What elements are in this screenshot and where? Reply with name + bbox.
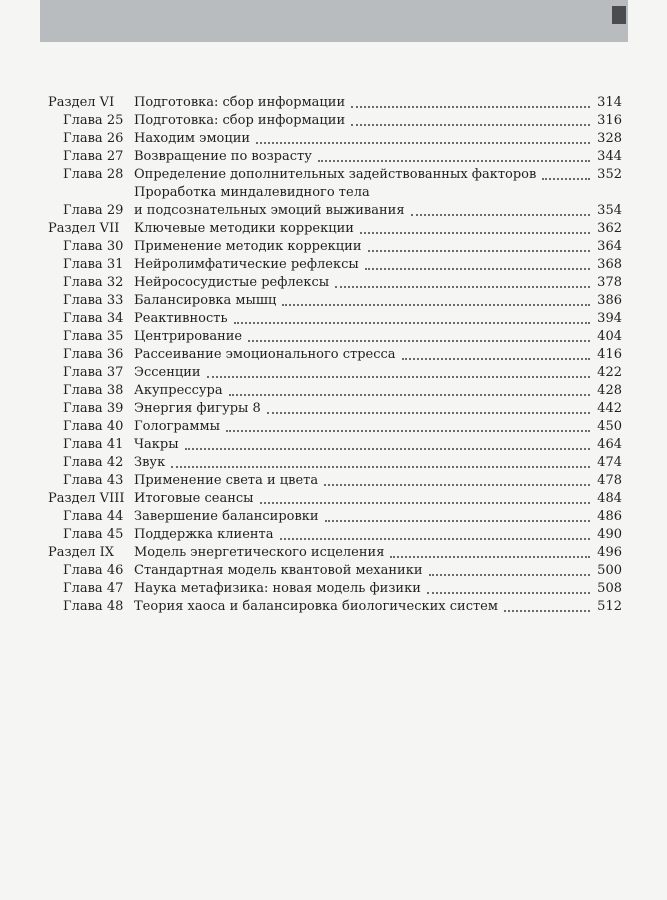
page-number: 500 (597, 563, 622, 578)
toc-section-row (48, 94, 622, 112)
toc-chapter-row (48, 238, 622, 256)
entry-title: Звук (134, 455, 166, 470)
page-number: 314 (597, 95, 622, 110)
entry-title-wrap (134, 472, 622, 490)
entry-title-wrap (134, 562, 622, 580)
dot-leader (248, 340, 590, 342)
dot-leader (256, 142, 590, 144)
dot-leader (427, 592, 590, 594)
page-number: 362 (597, 221, 622, 236)
dot-leader (171, 466, 590, 468)
chapter-number: Глава 43 (63, 473, 124, 488)
entry-title: Применение света и цвета (134, 473, 319, 488)
entry-title: Реактивность (134, 311, 228, 326)
chapter-number: Глава 29 (63, 203, 124, 218)
toc-section-row (48, 544, 622, 562)
page-number: 352 (597, 167, 622, 182)
page-number: 416 (597, 347, 622, 362)
section-number: Раздел IX (48, 545, 115, 560)
dot-leader (267, 412, 590, 414)
toc-chapter-row (48, 166, 622, 184)
entry-title: Акупрессура (134, 383, 223, 398)
entry-title-continued: и подсознательных эмоций выживания (134, 203, 405, 218)
chapter-number: Глава 42 (63, 455, 124, 470)
page-number: 386 (597, 293, 622, 308)
entry-title: Итоговые сеансы (134, 491, 254, 506)
dot-leader (318, 160, 590, 162)
entry-title: Нейрососудистые рефлексы (134, 275, 330, 290)
entry-title-wrap (134, 292, 622, 310)
dot-leader (360, 232, 590, 234)
dot-leader (368, 250, 591, 252)
page-number: 508 (597, 581, 622, 596)
toc-chapter-row (48, 292, 622, 310)
dot-leader (280, 538, 590, 540)
page-number: 368 (597, 257, 622, 272)
entry-title: Модель энергетического исцеления (134, 545, 385, 560)
page-number: 394 (597, 311, 622, 326)
page-number: 328 (597, 131, 622, 146)
entry-title-wrap (134, 148, 622, 166)
entry-title-wrap (134, 112, 622, 130)
page-number: 484 (597, 491, 622, 506)
page-number: 344 (597, 149, 622, 164)
entry-title: Находим эмоции (134, 131, 251, 146)
chapter-number: Глава 37 (63, 365, 124, 380)
chapter-number: Глава 30 (63, 239, 124, 254)
entry-title: Ключевые методики коррекции (134, 221, 354, 236)
entry-title: Нейролимфатические рефлексы (134, 257, 359, 272)
dot-leader (234, 322, 590, 324)
toc-chapter-row (48, 382, 622, 400)
chapter-number: Глава 34 (63, 311, 124, 326)
chapter-number: Глава 32 (63, 275, 124, 290)
toc-chapter-row (48, 346, 622, 364)
dot-leader (411, 214, 590, 216)
entry-title-wrap (134, 580, 622, 598)
entry-title-wrap (134, 490, 622, 508)
toc-chapter-row (48, 418, 622, 436)
entry-title-wrap (134, 166, 622, 184)
page-number: 354 (597, 203, 622, 218)
dot-leader (260, 502, 590, 504)
toc-chapter-row (48, 364, 622, 382)
toc-chapter-row (48, 454, 622, 472)
chapter-number: Глава 40 (63, 419, 124, 434)
page-number: 496 (597, 545, 622, 560)
toc-chapter-row (48, 256, 622, 274)
dot-leader (324, 484, 590, 486)
entry-title: Определение дополнительных задействованных факторов (134, 167, 537, 182)
table-of-contents (48, 94, 622, 616)
entry-title: Возвращение по возрасту (134, 149, 312, 164)
entry-title: Чакры (134, 437, 179, 452)
toc-chapter-row (48, 436, 622, 454)
entry-title-wrap (134, 598, 622, 616)
page-number: 450 (597, 419, 622, 434)
entry-title-wrap (134, 454, 622, 472)
toc-chapter-row (48, 472, 622, 490)
entry-title-wrap (134, 544, 622, 562)
chapter-number: Глава 46 (63, 563, 124, 578)
entry-title-wrap (134, 310, 622, 328)
header-band (40, 0, 628, 42)
entry-title: Голограммы (134, 419, 220, 434)
page-number: 474 (597, 455, 622, 470)
chapter-number: Глава 47 (63, 581, 124, 596)
dot-leader (207, 376, 590, 378)
toc-chapter-row (48, 310, 622, 328)
chapter-number: Глава 48 (63, 599, 124, 614)
entry-title-wrap (134, 508, 622, 526)
section-number: Раздел VIII (48, 491, 125, 506)
section-number: Раздел VII (48, 221, 120, 236)
toc-chapter-row (48, 562, 622, 580)
entry-title: Проработка миндалевидного тела (134, 185, 370, 200)
dot-leader (185, 448, 590, 450)
entry-title: Эссенции (134, 365, 201, 380)
entry-title-wrap (134, 238, 622, 256)
dot-leader (429, 574, 590, 576)
dot-leader (351, 124, 590, 126)
toc-chapter-row (48, 148, 622, 166)
entry-title: Теория хаоса и балансировка биологических систем (134, 599, 498, 614)
dot-leader (282, 304, 590, 306)
chapter-number: Глава 26 (63, 131, 124, 146)
chapter-number: Глава 45 (63, 527, 124, 542)
page-number: 464 (597, 437, 622, 452)
page-number: 316 (597, 113, 622, 128)
toc-chapter-row (48, 598, 622, 616)
corner-mark (612, 6, 626, 24)
toc-chapter-row (48, 130, 622, 148)
entry-title-wrap (134, 256, 622, 274)
entry-title: Стандартная модель квантовой механики (134, 563, 423, 578)
chapter-number: Глава 31 (63, 257, 124, 272)
entry-title-wrap (134, 184, 622, 220)
chapter-number: Глава 38 (63, 383, 124, 398)
entry-title-block (134, 184, 405, 220)
entry-title-wrap (134, 220, 622, 238)
entry-title-wrap (134, 328, 622, 346)
dot-leader (542, 178, 590, 180)
section-number: Раздел VI (48, 95, 115, 110)
page-number: 512 (597, 599, 622, 614)
dot-leader (351, 106, 590, 108)
chapter-number: Глава 25 (63, 113, 124, 128)
toc-chapter-row (48, 508, 622, 526)
chapter-number: Глава 27 (63, 149, 124, 164)
page-number: 364 (597, 239, 622, 254)
entry-title: Подготовка: сбор информации (134, 95, 346, 110)
entry-title-wrap (134, 400, 622, 418)
entry-title-wrap (134, 130, 622, 148)
toc-chapter-row (48, 580, 622, 598)
page-number: 404 (597, 329, 622, 344)
toc-section-row (48, 490, 622, 508)
entry-title-wrap (134, 526, 622, 544)
dot-leader (365, 268, 590, 270)
dot-leader (504, 610, 590, 612)
toc-chapter-row (48, 400, 622, 418)
chapter-number: Глава 44 (63, 509, 124, 524)
entry-title: Энергия фигуры 8 (134, 401, 261, 416)
entry-title: Наука метафизика: новая модель физики (134, 581, 421, 596)
page-number: 428 (597, 383, 622, 398)
entry-title-wrap (134, 364, 622, 382)
chapter-number: Глава 33 (63, 293, 124, 308)
toc-chapter-row (48, 274, 622, 292)
page-number: 486 (597, 509, 622, 524)
entry-title: Применение методик коррекции (134, 239, 362, 254)
entry-title: Подготовка: сбор информации (134, 113, 346, 128)
entry-title-wrap (134, 436, 622, 454)
entry-title: Завершение балансировки (134, 509, 319, 524)
toc-chapter-row (48, 328, 622, 346)
chapter-number: Глава 39 (63, 401, 124, 416)
entry-title: Центрирование (134, 329, 243, 344)
toc-chapter-row (48, 112, 622, 130)
page-number: 422 (597, 365, 622, 380)
page-number: 442 (597, 401, 622, 416)
dot-leader (335, 286, 590, 288)
chapter-number: Глава 28 (63, 167, 124, 182)
entry-title-wrap (134, 382, 622, 400)
entry-title-wrap (134, 94, 622, 112)
chapter-number: Глава 41 (63, 437, 124, 452)
chapter-number: Глава 35 (63, 329, 124, 344)
page-number: 490 (597, 527, 622, 542)
entry-title-wrap (134, 346, 622, 364)
toc-chapter-row (48, 526, 622, 544)
page-number: 378 (597, 275, 622, 290)
dot-leader (229, 394, 590, 396)
dot-leader (325, 520, 590, 522)
dot-leader (402, 358, 590, 360)
dot-leader (390, 556, 590, 558)
entry-title-wrap (134, 274, 622, 292)
entry-title: Поддержка клиента (134, 527, 274, 542)
dot-leader (226, 430, 590, 432)
toc-chapter-row (48, 184, 622, 220)
entry-title-wrap (134, 418, 622, 436)
entry-title: Балансировка мышц (134, 293, 277, 308)
toc-section-row (48, 220, 622, 238)
page-number: 478 (597, 473, 622, 488)
chapter-number: Глава 36 (63, 347, 124, 362)
entry-title: Рассеивание эмоционального стресса (134, 347, 396, 362)
